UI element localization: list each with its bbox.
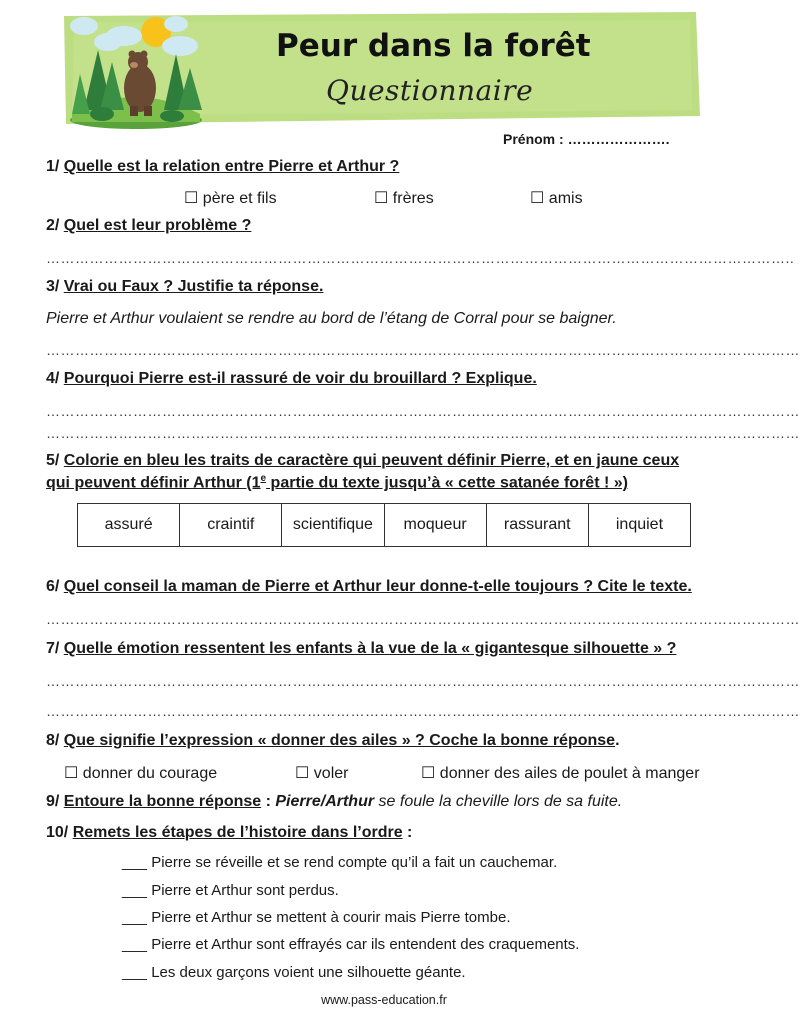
q9-rest: se foule la cheville lors de sa fuite. [374, 793, 623, 810]
question-text: Quelle est la relation entre Pierre et Arthur ? [63, 158, 400, 175]
name-field-label[interactable]: Prénom : …………………. [503, 131, 670, 147]
story-step-3[interactable]: ___ Pierre et Arthur se mettent à courir mais Pierre tombe. [122, 909, 511, 926]
question-text: Entoure la bonne réponse [63, 793, 262, 810]
trait-cell-scientifique[interactable]: scientifique [282, 504, 384, 546]
trait-cell-craintif[interactable]: craintif [180, 504, 282, 546]
footer-url: www.pass-education.fr [321, 993, 447, 1007]
question-number: 8/ [46, 732, 60, 749]
question-number: 6/ [46, 578, 60, 595]
question-number: 1/ [46, 158, 60, 175]
page-title: Peur dans la forêt [276, 28, 591, 64]
story-step-1[interactable]: ___ Pierre se réveille et se rend compte qu’il a fait un cauchemar. [122, 854, 558, 871]
question-text-line-2a: qui peuvent définir Arthur (1 [46, 474, 261, 492]
answer-line[interactable]: ………………………………………………………………………………………………………………………………………… [46, 425, 800, 441]
question-number: 5/ [46, 452, 60, 469]
question-number: 3/ [46, 278, 60, 295]
question-text: Que signifie l’expression « donner des ailes » ? Coche la bonne réponse [63, 732, 616, 749]
question-number: 4/ [46, 370, 60, 387]
question-4 [46, 370, 537, 388]
colon: : [402, 824, 413, 841]
q1-option-amis[interactable]: ☐ amis [530, 190, 583, 207]
question-text-line-2b: partie du texte jusqu’à « cette satanée forêt ! ») [266, 474, 628, 492]
answer-line[interactable]: ………………………………………………………………………………………………………………………………………… [46, 403, 800, 419]
bear-illustration-icon [64, 10, 206, 132]
trait-cell-rassurant[interactable]: rassurant [487, 504, 589, 546]
question-end: . [615, 732, 620, 749]
q8-option-poulet[interactable]: ☐ donner des ailes de poulet à manger [421, 765, 700, 782]
question-number: 10/ [46, 824, 69, 841]
answer-line[interactable]: ………………………………………………………………………………………………………………………………………… [46, 703, 800, 719]
question-text: Vrai ou Faux ? Justifie ta réponse. [63, 278, 324, 295]
question-text: Remets les étapes de l’histoire dans l’ordre [72, 824, 403, 841]
page-subtitle: Questionnaire [326, 74, 534, 107]
story-step-4[interactable]: ___ Pierre et Arthur sont effrayés car ils entendent des craquements. [122, 936, 580, 953]
question-9 [46, 793, 622, 811]
trait-cell-moqueur[interactable]: moqueur [385, 504, 487, 546]
question-1 [46, 158, 399, 176]
story-step-5[interactable]: ___ Les deux garçons voient une silhouette géante. [122, 964, 466, 981]
q1-option-freres[interactable]: ☐ frères [374, 190, 434, 207]
question-number: 9/ [46, 793, 60, 810]
question-7 [46, 640, 676, 658]
question-text: Pourquoi Pierre est-il rassuré de voir du brouillard ? Explique. [63, 370, 537, 387]
question-6 [46, 578, 692, 596]
q9-choice[interactable]: Pierre/Arthur [270, 793, 375, 810]
trait-cell-inquiet[interactable]: inquiet [615, 516, 664, 533]
question-text-line-1: Colorie en bleu les traits de caractère qui peuvent définir Pierre, et en jaune ceux [63, 452, 680, 469]
answer-line[interactable]: ………………………………………………………………………………………………………………………………………… [46, 673, 800, 689]
question-3 [46, 278, 323, 296]
q3-statement: Pierre et Arthur voulaient se rendre au bord de l’étang de Corral pour se baigner. [46, 310, 617, 327]
question-5 [46, 452, 679, 470]
q1-option-pere-et-fils[interactable]: ☐ père et fils [184, 190, 277, 207]
q8-option-courage[interactable]: ☐ donner du courage [64, 765, 218, 782]
question-10 [46, 824, 412, 842]
answer-line[interactable]: ………………………………………………………………………………………………………………………………………… [46, 611, 800, 627]
forest-bear-illustration [64, 10, 206, 132]
question-text: Quel est leur problème ? [63, 217, 252, 234]
question-text: Quelle émotion ressentent les enfants à la vue de la « gigantesque silhouette » ? [63, 640, 677, 657]
question-number: 2/ [46, 217, 60, 234]
traits-table [77, 503, 691, 547]
trait-cell-assure[interactable]: assuré [78, 504, 180, 546]
question-5-line-2 [46, 473, 628, 492]
answer-line[interactable]: ……………………………………………………………………………………………………………………………………….. [46, 250, 795, 266]
story-step-2[interactable]: ___ Pierre et Arthur sont perdus. [122, 882, 339, 899]
question-text: Quel conseil la maman de Pierre et Arthur leur donne-t-elle toujours ? Cite le texte. [63, 578, 692, 595]
q8-option-voler[interactable]: ☐ voler [295, 765, 349, 782]
colon: : [261, 793, 271, 810]
question-8 [46, 732, 620, 750]
question-number: 7/ [46, 640, 60, 657]
answer-line[interactable]: ………………………………………………………………………………………………………………………………………… [46, 342, 800, 358]
superscript-e: e [260, 473, 267, 484]
question-2 [46, 217, 251, 235]
